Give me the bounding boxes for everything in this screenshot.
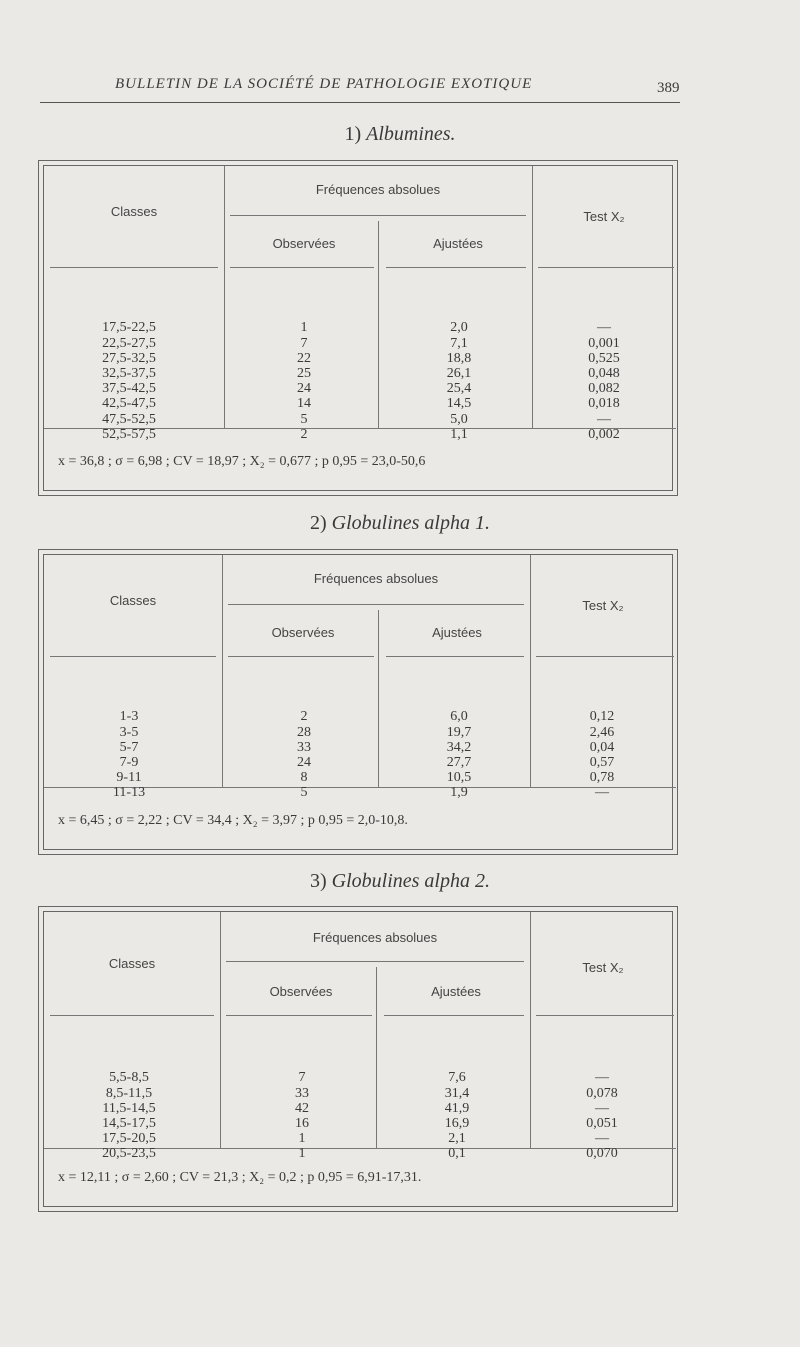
header-frequences: Fréquences absolues: [313, 571, 439, 586]
header-classes: Classes: [109, 593, 157, 608]
column-classes: 17,5-22,5 22,5-27,5 27,5-32,5 32,5-37,5 37,5-42,5 42,5-47,5 47,5-52,5 52,5-57,5: [102, 320, 156, 442]
stats-line: x = 6,45 ; σ = 2,22 ; CV = 34,4 ; X₂ = 3,97 ; p 0,95 = 2,0-10,8.: [58, 813, 408, 828]
column-ajustees: 2,0 7,1 18,8 26,1 25,4 14,5 5,0 1,1: [446, 320, 472, 442]
column-test: 0,12 2,46 0,04 0,57 0,78 —: [589, 709, 615, 801]
column-classes: 1-3 3-5 5-7 7-9 9-11 11-13: [112, 709, 146, 801]
header-observees: Observées: [269, 984, 333, 999]
column-observees: 2 28 33 24 8 5: [297, 709, 311, 801]
stats-line: x = 12,11 ; σ = 2,60 ; CV = 21,3 ; X₂ = 0,2 ; p 0,95 = 6,91-17,31.: [58, 1170, 422, 1185]
header-frequences: Fréquences absolues: [312, 930, 438, 945]
column-ajustees: 6,0 19,7 34,2 27,7 10,5 1,9: [446, 709, 472, 801]
header-observees: Observées: [272, 236, 336, 251]
header-ajustees: Ajustées: [432, 625, 482, 640]
header-observees: Observées: [271, 625, 335, 640]
journal-title: BULLETIN DE LA SOCIÉTÉ DE PATHOLOGIE EXOTIQUE: [115, 76, 533, 92]
table-globulines-alpha-1: [38, 549, 678, 855]
column-observees: 1 7 22 25 24 14 5 2: [297, 320, 311, 442]
header-classes: Classes: [108, 956, 156, 971]
section-title-albumines: 1) Albumines.: [344, 123, 456, 145]
section-title-globulines-alpha-1: 2) Globulines alpha 1.: [309, 512, 490, 534]
column-classes: 5,5-8,5 8,5-11,5 11,5-14,5 14,5-17,5 17,5-20,5 20,5-23,5: [102, 1070, 156, 1162]
header-test: Test X₂: [583, 209, 625, 224]
header-ajustees: Ajustées: [431, 984, 481, 999]
stats-line: x = 36,8 ; σ = 6,98 ; CV = 18,97 ; X₂ = 0,677 ; p 0,95 = 23,0-50,6: [58, 454, 426, 469]
header-classes: Classes: [110, 204, 158, 219]
table-albumines: [38, 160, 678, 496]
header-test: Test X₂: [582, 960, 624, 975]
column-ajustees: 7,6 31,4 41,9 16,9 2,1 0,1: [444, 1070, 470, 1162]
header-rule: [40, 102, 680, 103]
header-ajustees: Ajustées: [433, 236, 483, 251]
header-frequences: Fréquences absolues: [315, 182, 441, 197]
section-title-globulines-alpha-2: 3) Globulines alpha 2.: [309, 870, 490, 892]
page-number: 389: [657, 80, 680, 96]
column-test: — 0,078 — 0,051 — 0,070: [586, 1070, 618, 1162]
column-observees: 7 33 42 16 1 1: [295, 1070, 309, 1162]
running-header: [40, 76, 680, 102]
table-globulines-alpha-2: [38, 906, 678, 1212]
header-test: Test X₂: [582, 598, 624, 613]
column-test: — 0,001 0,525 0,048 0,082 0,018 — 0,002: [588, 320, 620, 442]
